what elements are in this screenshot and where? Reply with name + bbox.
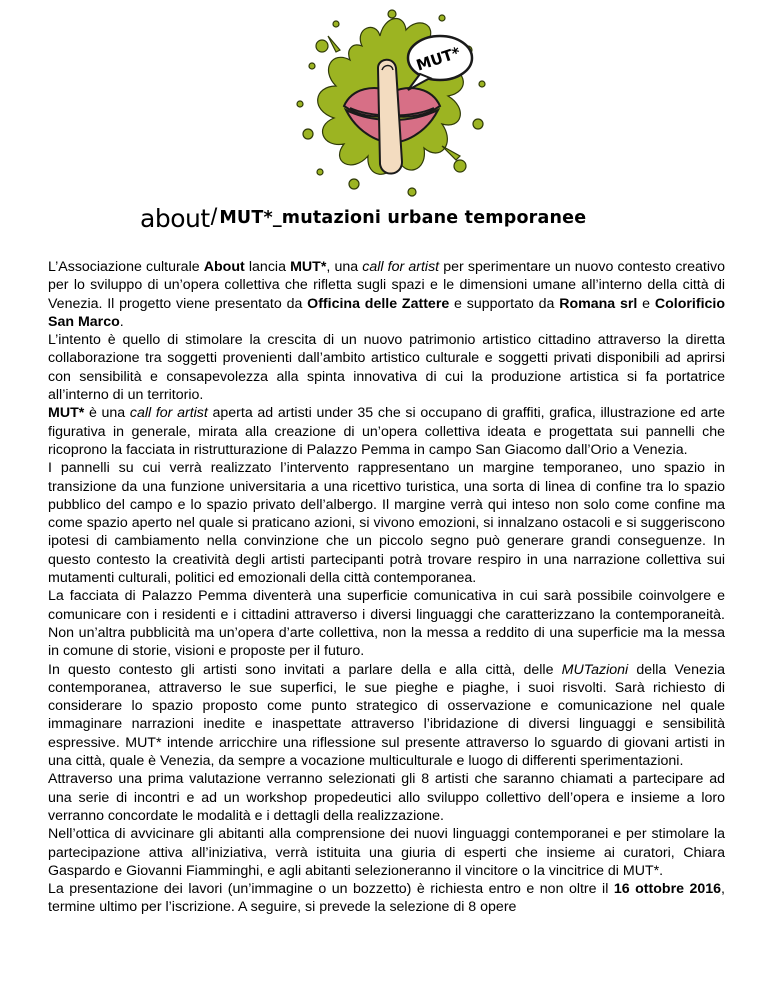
paragraph-text: lancia xyxy=(244,259,291,275)
paragraph-text: e xyxy=(637,295,655,312)
about-logo-text: about xyxy=(140,203,210,233)
paragraph xyxy=(48,258,725,331)
page-heading xyxy=(140,200,586,236)
paragraph xyxy=(48,404,725,459)
paragraph-text: aperta ad artisti under 35 che si occupano di graffiti, grafica, illustrazione ed arte figurativa in generale, mirata alla creazione di un’opera collettiva ideata e progettata sui pannelli che ricoprono la facciata in ristrutturazione di Palazzo Pemma in campo San Giacomo dall’Orio a Venezia. xyxy=(48,405,725,458)
bold-text: MUT* xyxy=(48,405,85,422)
bold-text: Romana srl xyxy=(559,295,638,312)
paragraph xyxy=(48,825,725,880)
paragraph-text: per sperimentare un nuovo contesto creativo per lo sviluppo di un’opera collettiva che rifletta sugli spazi e le dimensioni umane all’interno della città di Venezia. Il progetto viene presentato da xyxy=(48,259,725,312)
paragraph xyxy=(48,770,725,825)
heading-separator: / xyxy=(210,204,218,231)
speech-bubble-text: MUT* xyxy=(414,43,463,75)
paragraph-text: , una xyxy=(326,259,363,275)
paragraph-text: Nell’ottica di avvicinare gli abitanti alla comprensione dei nuovi linguaggi contemporanei e per stimolare la partecipazione attiva all’iniziativa, verrà istituita una giuria di esperti che insieme ai curatori, Chiara Gaspardo e Giovanni Fiamminghi, e agli abitanti selezioneranno il vincitore o la vincitrice di MUT*. xyxy=(48,826,725,879)
paragraph-text: L’intento è quello di stimolare la crescita di un nuovo patrimonio artistico cittadino attraverso la diretta collaborazione tra soggetti provenienti dall’ambito artistico culturale e soggetti privati disponibili ad aprirsi con sensibilità e consapevolezza alla spinta innovativa di cui la produzione artistica si fa portatrice all’interno di un territorio. xyxy=(48,332,725,404)
paragraph xyxy=(48,331,725,404)
bold-text: 16 ottobre 2016 xyxy=(613,881,722,898)
about-logo xyxy=(140,203,210,233)
italic-text: MUTazioni xyxy=(561,661,629,678)
italic-text: call for artist xyxy=(129,405,208,422)
bold-text: Officina delle Zattere xyxy=(307,295,450,312)
paragraph-text: I pannelli su cui verrà realizzato l’intervento rappresentano un margine temporaneo, uno spazio in transizione da una funzione universitaria a una ricettivo turistica, una sorta di linea di confine tra lo spazio pubblico del campo e lo spazio privato dell’albergo. Il margine verrà qui inteso non solo come confine ma come spazio aperto nel quale si praticano azioni, si vivono emozioni, si innalzano ostacoli e si suggeriscono ipotesi di cambiamento nella convinzione che un piccolo segno può generare grandi conseguenze. In questo contesto la creatività degli artisti partecipanti potrà trovare respiro in una narrazione collettiva sui mutamenti culturali, politici ed emozionali della città contemporanea. xyxy=(48,460,725,587)
paragraph-text: Attraverso una prima valutazione verranno selezionati gli 8 artisti che saranno chiamati a partecipare ad una serie di incontri e ad un workshop propedeutici allo sviluppo collettivo dell’opera e insieme a loro verranno concordate le modalità e i dettagli della realizzazione. xyxy=(48,771,725,824)
paragraph-text: In questo contesto gli artisti sono invitati a parlare della e alla città, delle xyxy=(48,661,562,678)
paragraph-text: La facciata di Palazzo Pemma diventerà una superficie comunicativa in cui sarà possibile coinvolgere e comunicare con i residenti e i cittadini attraverso i diversi linguaggi che caratterizzano la contemporaneità. Non un’altra pubblicità ma un’opera d’arte collettiva, non la messa a reddito di una superficie ma la messa in comune di storie, visioni e proposte per il futuro. xyxy=(48,588,725,660)
paragraph-text: . xyxy=(119,313,124,330)
paragraph-text: La presentazione dei lavori (un’immagine o un bozzetto) è richiesta entro e non oltre il xyxy=(48,881,614,898)
paragraph-text: è una xyxy=(84,405,130,422)
page-title: MUT*_mutazioni urbane temporanee xyxy=(219,208,587,228)
paragraph xyxy=(48,880,725,917)
mut-logo xyxy=(292,6,492,202)
paragraph-text: della Venezia contemporanea, attraverso le sue superfici, le sue pieghe e piaghe, i suoi risvolti. Sarà richiesto di considerare lo spazio proposto come punto strategico di osservazione e comunicazione nel quale immaginare narrazioni inedite e inaspettate attraverso l’ibridazione di diversi linguaggi e sensibilità espressive. MUT* intende arricchire una riflessione sul presente attraverso lo sguardo di giovani artisti in una città, quale è Venezia, da sempre a vocazione multiculturale e luogo di differenti sperimentazioni. xyxy=(48,661,725,770)
paragraph-text: e supportato da xyxy=(449,295,560,312)
body-text xyxy=(48,258,725,917)
paragraph xyxy=(48,459,725,587)
paragraph xyxy=(48,587,725,660)
italic-text: call for artist xyxy=(362,259,440,275)
paragraph-text: L’Associazione culturale xyxy=(48,259,204,275)
bold-text: MUT* xyxy=(290,259,327,275)
bold-text: Colorificio San Marco xyxy=(48,295,726,330)
mut-logo-image xyxy=(292,6,492,202)
bold-text: About xyxy=(203,259,245,275)
paragraph-text: , termine ultimo per l’iscrizione. A seguire, si prevede la selezione di 8 opere xyxy=(48,881,725,916)
paragraph xyxy=(48,661,725,771)
